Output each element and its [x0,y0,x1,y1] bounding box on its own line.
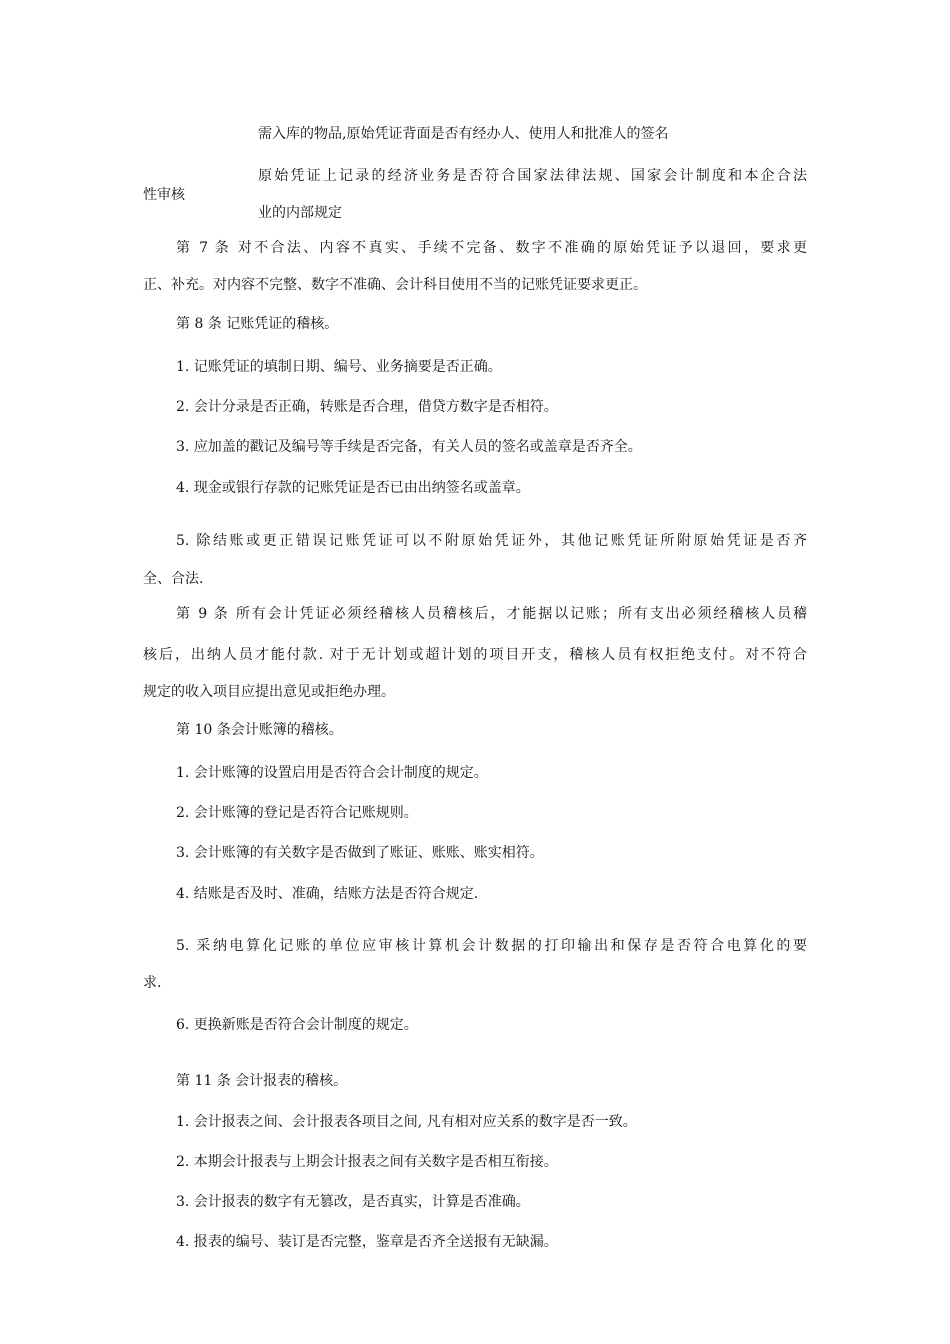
article9-line1: 第 9 条 所有会计凭证必须经稽核人员稽核后，才能据以记账；所有支出必须经稽核人员稽 [176,606,807,622]
article10-item-1: 1. 会计账簿的设置启用是否符合会计制度的规定。 [176,765,488,781]
article10-item-4: 4. 结账是否及时、准确，结账方法是否符合规定. [176,886,479,902]
article10-heading: 第 10 条会计账簿的稽核。 [176,722,343,738]
article11-item-1: 1. 会计报表之间、会计报表各项目之间, 凡有相对应关系的数字是否一致。 [176,1114,637,1130]
article8-item-5-line2: 全、合法. [143,571,204,587]
article10-item-2: 2. 会计账簿的登记是否符合记账规则。 [176,805,418,821]
article9-line2: 核后，出纳人员才能付款. 对于无计划或超计划的项目开支，稽核人员有权拒绝支付。对不符合 [143,647,807,663]
article8-item-1: 1. 记账凭证的填制日期、编号、业务摘要是否正确。 [176,359,502,375]
article8-item-3: 3. 应加盖的戳记及编号等手续是否完备，有关人员的签名或盖章是否齐全。 [176,439,642,455]
article11-item-4: 4. 报表的编号、装订是否完整，鉴章是否齐全送报有无缺漏。 [176,1234,558,1250]
article11-item-2: 2. 本期会计报表与上期会计报表之间有关数字是否相互衔接。 [176,1154,558,1170]
article8-item-4: 4. 现金或银行存款的记账凭证是否已由出纳签名或盖章。 [176,480,530,496]
article9-line3: 规定的收入项目应提出意见或拒绝办理。 [143,684,395,700]
legality-review-label: 性审核 [143,187,185,203]
article10-item-6: 6. 更换新账是否符合会计制度的规定。 [176,1017,418,1033]
article10-item-5-line2: 求. [143,975,162,991]
article10-item-3: 3. 会计账簿的有关数字是否做到了账证、账账、账实相符。 [176,845,544,861]
legality-item-b-line2: 业的内部规定 [258,205,342,221]
legality-item-b-line1: 原始凭证上记录的经济业务是否符合国家法律法规、国家会计制度和本企合法 [258,168,807,184]
article10-item-5-line1: 5. 采纳电算化记账的单位应审核计算机会计数据的打印输出和保存是否符合电算化的要 [176,938,807,954]
article7-line1: 第 7 条 对不合法、内容不真实、手续不完备、数字不准确的原始凭证予以退回，要求更 [176,240,807,256]
article8-item-2: 2. 会计分录是否正确，转账是否合理，借贷方数字是否相符。 [176,399,558,415]
article11-item-3: 3. 会计报表的数字有无篡改，是否真实，计算是否准确。 [176,1194,530,1210]
article7-line2: 正、补充。对内容不完整、数字不准确、会计科目使用不当的记账凭证要求更正。 [143,277,647,293]
article11-heading: 第 11 条 会计报表的稽核。 [176,1073,348,1089]
legality-item-a: 需入库的物品,原始凭证背面是否有经办人、使用人和批准人的签名 [258,126,669,142]
article8-heading: 第 8 条 记账凭证的稽核。 [176,316,339,332]
article8-item-5-line1: 5. 除结账或更正错误记账凭证可以不附原始凭证外，其他记账凭证所附原始凭证是否齐 [176,533,807,549]
